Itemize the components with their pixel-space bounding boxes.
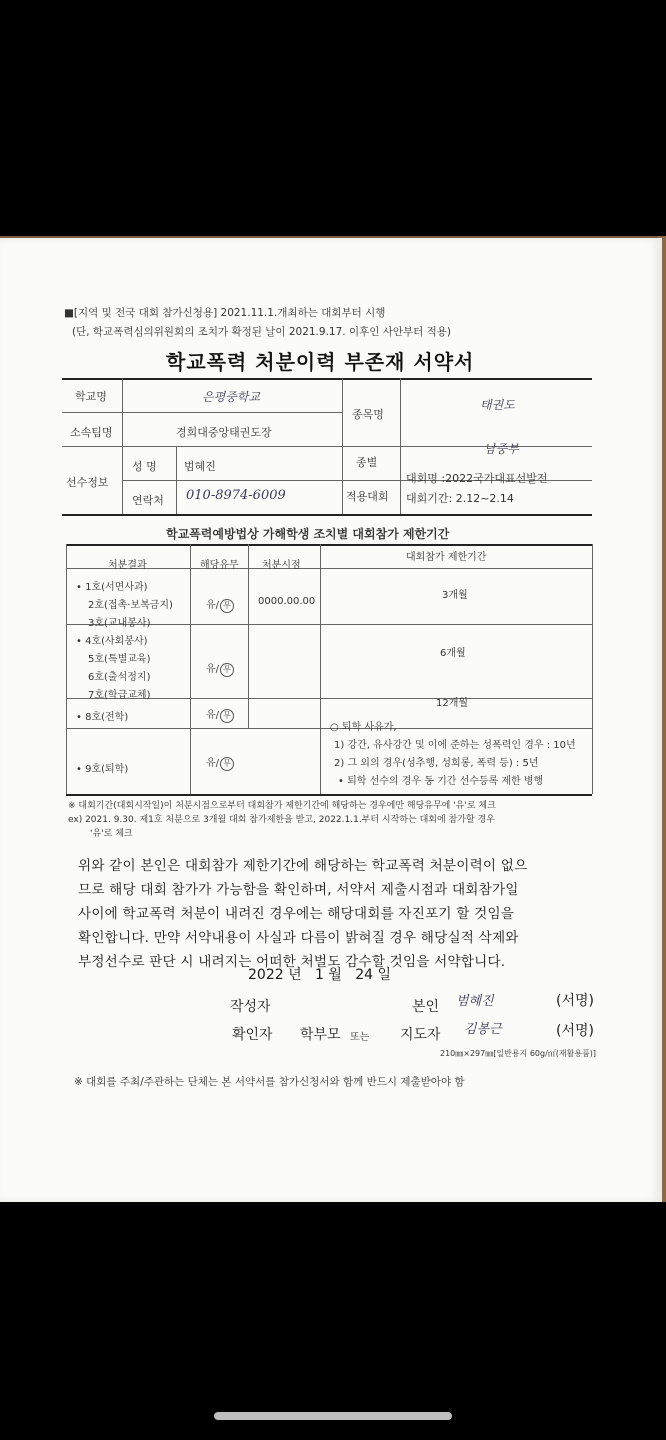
self-signature: (서명)	[556, 993, 594, 1009]
table-footnote: ex) 2021. 9.30. 제1호 처분으로 3개월 대회 참가제한을 받고, 2022.1.1.부터 시작하는 대회에 참가할 경우	[68, 815, 495, 825]
none-stamp: 무	[220, 663, 234, 677]
table-row-line	[66, 728, 592, 729]
col-header-period: 대회참가 제한기간	[406, 552, 487, 563]
applicable-check: 유/ 무	[206, 660, 234, 677]
header-line-2: (단, 학교폭력심의위원회의 조치가 확정된 날이 2021.9.17. 이후인 사안부터 적용)	[72, 326, 452, 338]
table-col-line	[66, 544, 67, 794]
sport-label: 종목명	[352, 408, 384, 421]
parent-label: 학부모	[300, 1027, 341, 1043]
statement-line: 부정선수로 판단 시 내려지는 어떠한 처벌도 감수할 것임을 서약합니다.	[78, 954, 506, 970]
table-col-line	[592, 544, 593, 794]
statement-line: 사이에 학교폭력 처분이 내려진 경우에는 해당대회를 자진포기 할 것임을	[78, 906, 515, 922]
sign-date: 2022 년 1 월 24 일	[248, 967, 392, 983]
bottom-note: ※ 대회를 주최/주관하는 단체는 본 서약서를 참가신청서와 함께 반드시 제출받아야 함	[74, 1076, 465, 1088]
table-bottom-border	[66, 794, 592, 796]
coach-name-handwritten: 김봉근	[464, 1022, 502, 1037]
expulsion-note: 1) 강간, 유사강간 및 이에 준하는 성폭력인 경우 : 10년	[334, 740, 576, 751]
expulsion-note: • 퇴학 선수의 경우 동 기간 선수등록 제한 병행	[338, 776, 544, 787]
home-indicator[interactable]	[214, 1412, 452, 1420]
school-value: 은평중학교	[202, 390, 260, 404]
table-col-line	[190, 544, 191, 794]
none-stamp: 무	[220, 709, 234, 723]
applicable-check: 유/ 무	[206, 596, 234, 613]
none-stamp: 무	[220, 599, 234, 613]
restriction-period: 3개월	[442, 590, 468, 601]
name-label: 성 명	[132, 460, 157, 473]
table-col-line	[248, 544, 249, 728]
info-bottom-border	[62, 514, 592, 516]
disposition-item: 3호(교내봉사)	[88, 618, 151, 629]
table-footnote: '유'로 체크	[90, 829, 133, 839]
gender-value: 남중부	[484, 442, 519, 456]
none-stamp: 무	[220, 757, 234, 771]
expulsion-note: 2) 그 외의 경우(성추행, 성희롱, 폭력 등) : 5년	[334, 758, 539, 769]
school-label: 학교명	[75, 390, 107, 403]
paper-spec: 210㎜×297㎜[일반용지 60g/㎡(재활용품)]	[440, 1049, 597, 1058]
info-col-line	[176, 446, 177, 514]
info-col-line	[400, 378, 401, 514]
info-row-line	[62, 412, 342, 413]
team-value: 경희대중앙태권도장	[176, 426, 272, 439]
writer-label: 작성자	[230, 999, 271, 1015]
contact-value: 010-8974-6009	[186, 488, 286, 503]
applicable-check: 유/ 무	[206, 754, 234, 771]
disposition-item: 6호(출석정지)	[88, 672, 151, 683]
confirmer-label: 확인자	[232, 1027, 273, 1043]
restriction-period: 12개월	[436, 698, 469, 709]
player-info-label: 선수정보	[66, 476, 109, 489]
sport-value: 태권도	[480, 398, 515, 412]
disposition-date: 0000.00.00	[258, 596, 316, 607]
self-label: 본인	[412, 999, 440, 1015]
col-header-date: 처분시점	[262, 560, 301, 571]
info-top-border	[62, 378, 592, 380]
header-line-1: ■[지역 및 전국 대회 참가신청용] 2021.11.1.개최하는 대회부터 시행	[64, 307, 386, 319]
disposition-item: • 1호(서면사과)	[76, 582, 148, 593]
col-header-applicable: 해당유무	[200, 560, 239, 571]
disposition-item: 2호(접촉·보복금지)	[88, 600, 173, 611]
expulsion-note: ○ 퇴학 사유가,	[330, 722, 397, 733]
info-col-line	[122, 378, 123, 514]
disposition-item: 5호(특별교육)	[88, 654, 151, 665]
name-value: 범혜진	[184, 460, 216, 473]
restriction-period: 6개월	[440, 648, 466, 659]
table-footnote: ※ 대회기간(대회시작일)이 처분시점으로부터 대회참가 제한기간에 해당하는 경우에만 해당유무에 '유'로 체크	[68, 801, 496, 811]
applicable-check: 유/ 무	[206, 706, 234, 723]
table-top-border	[66, 544, 592, 546]
coach-signature: (서명)	[556, 1023, 594, 1039]
disposition-item: • 8호(전학)	[76, 712, 129, 723]
event-name: 대회명 :2022국가대표선발전	[406, 472, 548, 485]
statement-line: 확인합니다. 만약 서약내용이 사실과 다름이 밝혀질 경우 해당실적 삭제와	[78, 930, 519, 946]
statement-line: 위와 같이 본인은 대회참가 제한기간에 해당하는 학교폭력 처분이력이 없으	[78, 858, 528, 874]
table-col-line	[320, 544, 321, 794]
contact-label: 연락처	[132, 494, 164, 507]
disposition-item: • 4호(사회봉사)	[76, 636, 148, 647]
coach-label: 지도자	[400, 1027, 441, 1043]
document-page	[0, 238, 662, 1202]
info-col-line	[342, 378, 343, 514]
gender-label: 종별	[356, 456, 378, 469]
event-label: 적용대회	[346, 490, 389, 503]
disposition-item: • 9호(퇴학)	[76, 764, 129, 775]
team-label: 소속팀명	[70, 426, 113, 439]
event-period: 대회기간: 2.12~2.14	[406, 492, 514, 505]
or-label: 또는	[350, 1032, 370, 1043]
col-header-result: 처분결과	[108, 560, 147, 571]
restriction-title: 학교폭력예방법상 가해학생 조치별 대회참가 제한기간	[166, 527, 450, 541]
disposition-item: 7호(학급교체)	[88, 690, 151, 701]
statement-line: 므로 해당 대회 참가가 가능함을 확인하며, 서약서 제출시점과 대회참가일	[78, 882, 519, 898]
document-title: 학교폭력 처분이력 부존재 서약서	[166, 350, 475, 374]
self-name-handwritten: 범혜진	[456, 994, 494, 1009]
